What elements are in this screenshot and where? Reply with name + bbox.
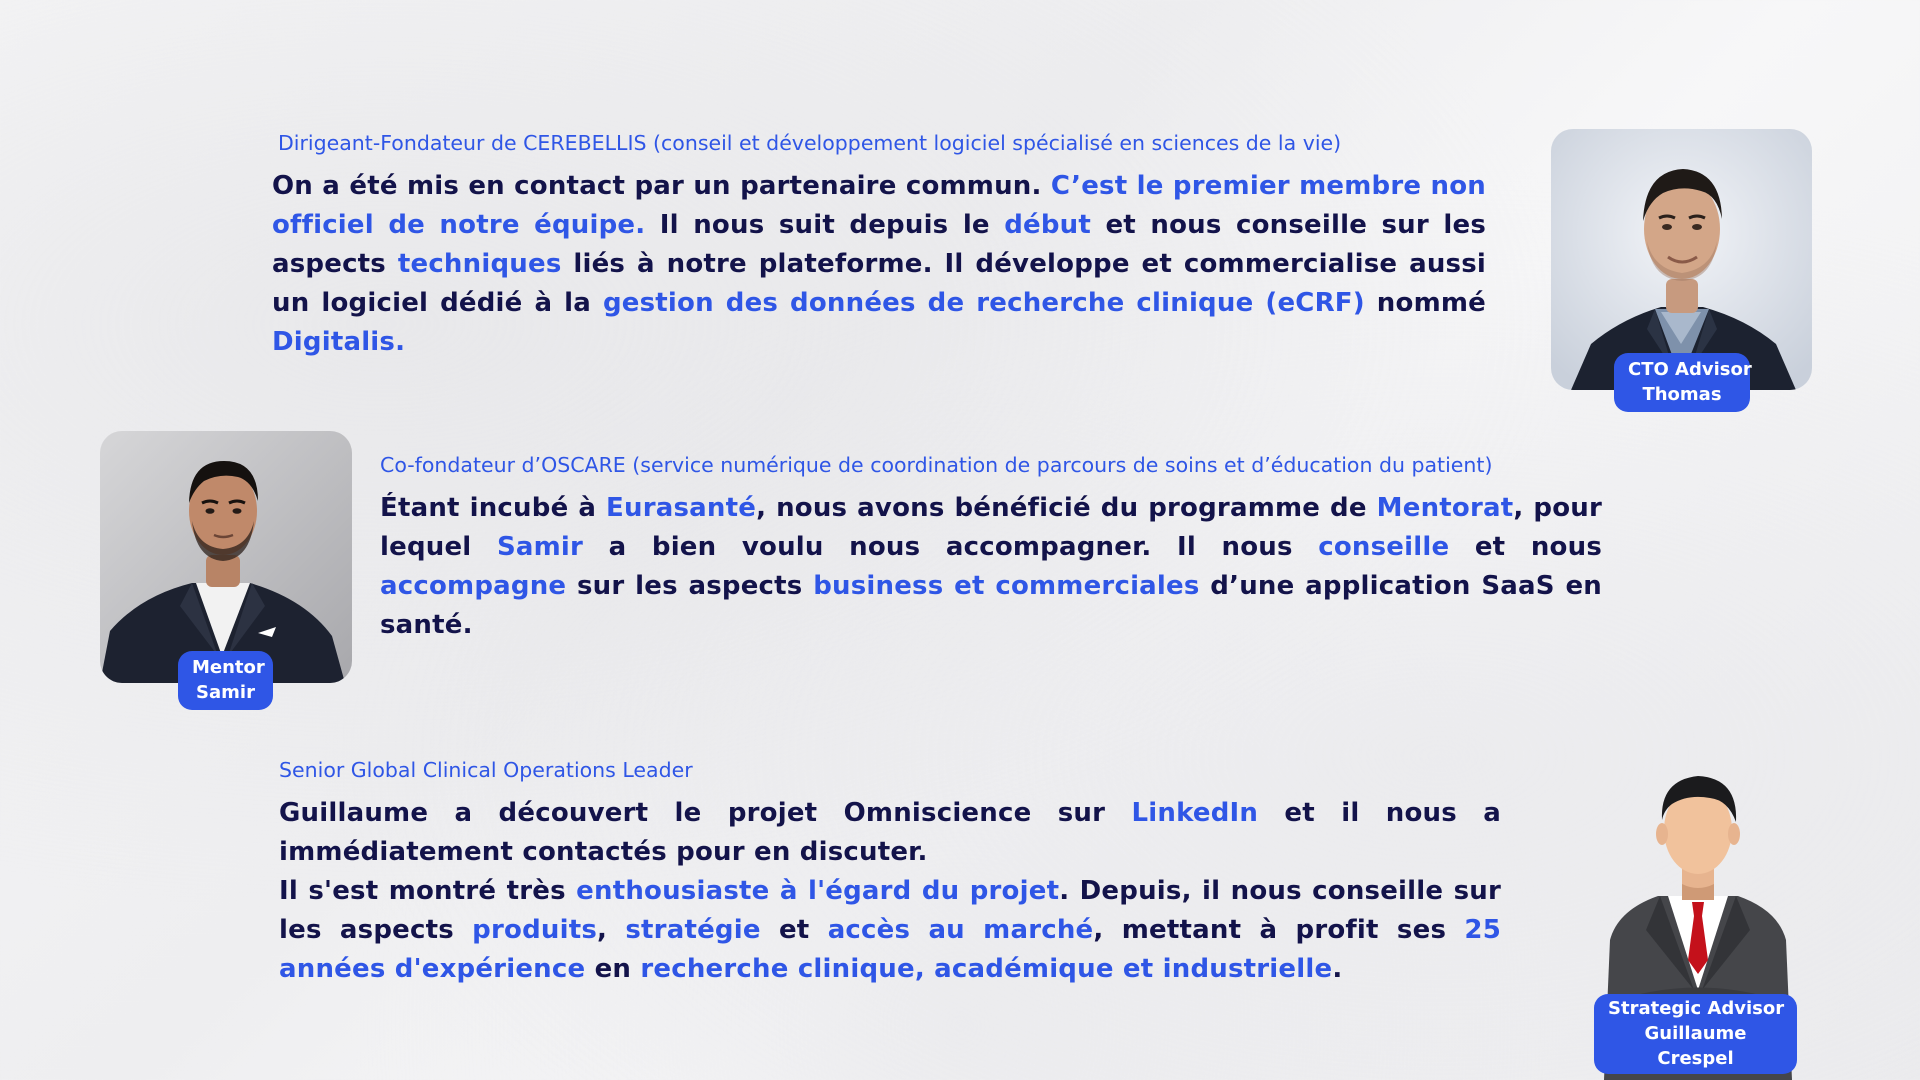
body-text: Il s'est montré très xyxy=(279,876,577,906)
body-text: . xyxy=(1332,954,1343,984)
body-text: a bien voulu nous accompagner. Il nous xyxy=(583,532,1319,562)
guillaume-badge-title: Strategic Advisor xyxy=(1608,998,1785,1019)
highlighted-text: Digitalis. xyxy=(272,327,406,357)
samir-badge-title: Mentor xyxy=(192,657,265,678)
body-text: Étant incubé à xyxy=(380,493,607,523)
body-text: nommé xyxy=(1364,288,1486,318)
body-text: , nous avons bénéficié du programme de xyxy=(756,493,1377,523)
highlighted-text: enthousiaste à l'égard du projet xyxy=(576,876,1060,906)
highlighted-text: LinkedIn xyxy=(1131,798,1259,828)
guillaume-badge-firstname: Guillaume xyxy=(1644,1023,1747,1044)
samir-portrait-image xyxy=(100,431,352,683)
highlighted-text: Eurasanté xyxy=(606,493,757,523)
body-text: et xyxy=(760,915,828,945)
highlighted-text: Mentorat xyxy=(1376,493,1514,523)
body-text: et il nous a immédiatement contactés pour en discuter. xyxy=(279,798,1501,867)
thomas-description xyxy=(272,167,1486,362)
guillaume-description xyxy=(279,794,1501,989)
thomas-section xyxy=(272,131,1486,362)
body-text: et nous xyxy=(1449,532,1603,562)
body-text: et nous conseille sur les aspects xyxy=(272,210,1486,279)
body-text: Guillaume a découvert le projet Omniscience sur xyxy=(279,798,1132,828)
thomas-badge-name: Thomas xyxy=(1642,384,1722,405)
samir-badge xyxy=(178,651,273,710)
body-text: , xyxy=(597,915,626,945)
body-text: d’une application SaaS en santé. xyxy=(380,571,1603,640)
samir-role: Co-fondateur d’OSCARE (service numérique de coordination de parcours de soins et d’éducation du patient) xyxy=(380,453,1493,477)
guillaume-role: Senior Global Clinical Operations Leader xyxy=(279,758,693,782)
highlighted-text: business et commerciales xyxy=(813,571,1200,601)
highlighted-text: accompagne xyxy=(380,571,567,601)
highlighted-text: conseille xyxy=(1318,532,1450,562)
thomas-badge xyxy=(1614,353,1750,412)
body-text: , pour lequel xyxy=(380,493,1602,562)
highlighted-text: recherche clinique, académique et industrielle xyxy=(640,954,1333,984)
highlighted-text: C’est le premier membre non officiel de notre équipe. xyxy=(272,171,1486,240)
guillaume-badge xyxy=(1594,994,1797,1074)
body-text: . Depuis, il nous conseille sur les aspects xyxy=(279,876,1501,945)
highlighted-text: 25 années d'expérience xyxy=(279,915,1501,984)
thomas-portrait-image xyxy=(1551,129,1812,390)
body-text: sur les aspects xyxy=(566,571,814,601)
highlighted-text: techniques xyxy=(397,249,562,279)
thomas-role: Dirigeant-Fondateur de CEREBELLIS (conseil et développement logiciel spécialisé en sciences de la vie) xyxy=(278,131,1342,155)
body-text: liés à notre plateforme. Il développe et commercialise aussi un logiciel dédié à la xyxy=(272,249,1486,318)
body-text: en xyxy=(585,954,641,984)
thomas-photo xyxy=(1551,129,1812,390)
highlighted-text: gestion des données de recherche clinique (eCRF) xyxy=(602,288,1365,318)
samir-section xyxy=(380,453,1602,645)
highlighted-text: stratégie xyxy=(625,915,761,945)
highlighted-text: produits xyxy=(472,915,598,945)
samir-badge-name: Samir xyxy=(196,682,255,703)
guillaume-section xyxy=(279,758,1501,989)
highlighted-text: Samir xyxy=(496,532,584,562)
highlighted-text: accès au marché xyxy=(827,915,1094,945)
samir-description xyxy=(380,489,1602,645)
highlighted-text: début xyxy=(1004,210,1092,240)
samir-photo xyxy=(100,431,352,683)
guillaume-badge-lastname: Crespel xyxy=(1657,1048,1734,1069)
thomas-badge-title: CTO Advisor xyxy=(1628,359,1752,380)
body-text: Il nous suit depuis le xyxy=(645,210,1005,240)
body-text: On a été mis en contact par un partenaire commun. xyxy=(272,171,1051,201)
body-text: , mettant à profit ses xyxy=(1093,915,1465,945)
